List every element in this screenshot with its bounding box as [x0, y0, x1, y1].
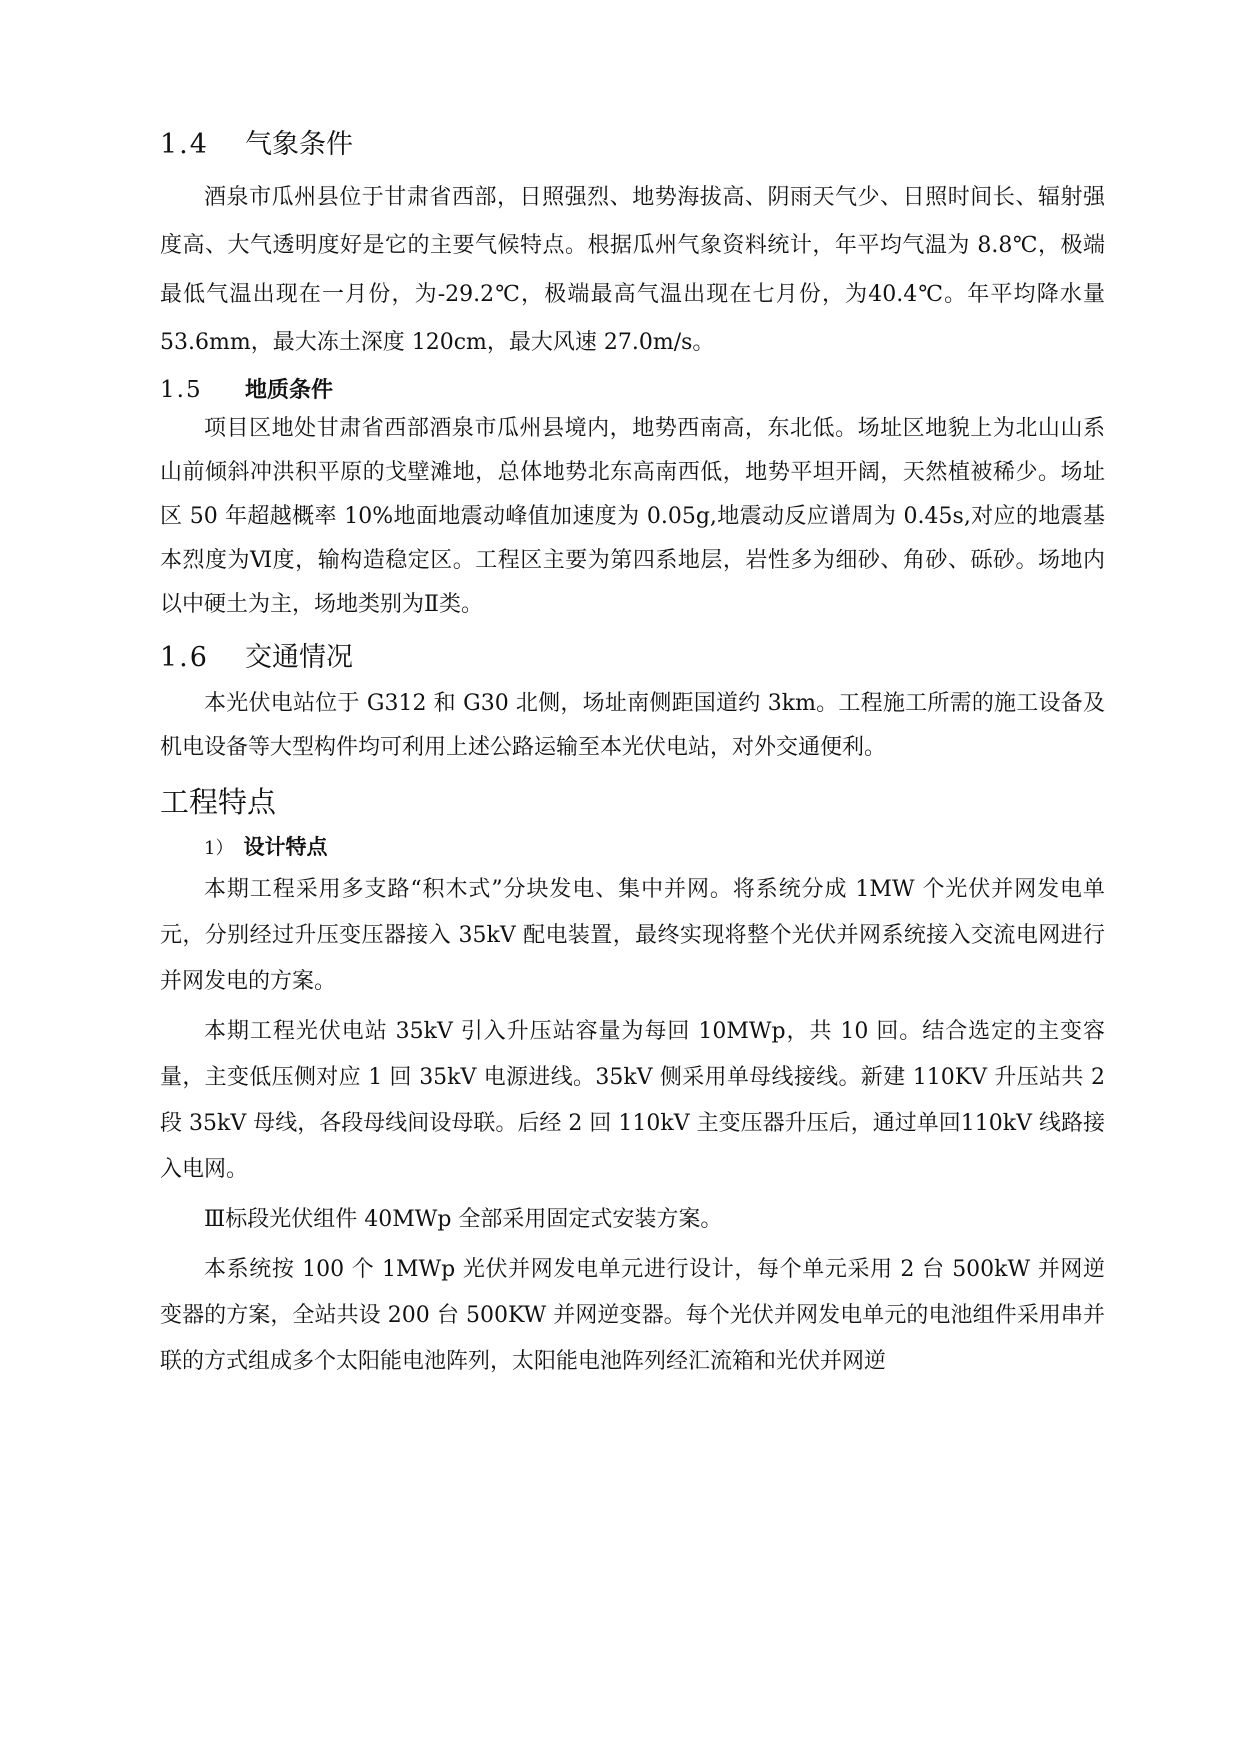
- paragraph-geology: 项目区地处甘肃省西部酒泉市瓜州县境内，地势西南高，东北低。场址区地貌上为北山山系山前倾斜冲洪积平原的戈壁滩地，总体地势北东高南西低，地势平坦开阔，天然植被稀少。场址区 50 年超越概率 10%地面地震动峰值加速度为 0.05g,地震动反应谱周为 0.45s,对应的地震基本烈度为Ⅵ度，输构造稳定区。工程区主要为第四系地层，岩性多为细砂、角砂、砾砂。场地内以中硬土为主，场地类别为Ⅱ类。: [160, 415, 1105, 617]
- subheading-number: 1）: [204, 838, 234, 860]
- paragraph-climate: 酒泉市瓜州县位于甘肃省西部，日照强烈、地势海拔高、阴雨天气少、日照时间长、辐射强度高、大气透明度好是它的主要气候特点。根据瓜州气象资料统计，年平均气温为 8.8℃，极端最低气温出现在一月份，为-29.2℃，极端最高气温出现在七月份，为40.4℃。年平均降水量 53.6mm，最大冻土深度 120cm，最大风速 27.0m/s。: [160, 184, 1105, 356]
- section-title: 交通情况: [245, 641, 353, 673]
- section-heading-1-4: [160, 128, 1105, 162]
- paragraph-design-1: 本期工程采用多支路“积木式”分块发电、集中并网。将系统分成 1MW 个光伏并网发电单元，分别经过升压变压器接入 35kV 配电装置，最终实现将整个光伏并网系统接入交流电网进行并网发电的方案。: [160, 877, 1105, 995]
- section-heading-1-5: [160, 376, 1105, 405]
- section-number: 1.6: [160, 641, 209, 673]
- engineering-heading: 工程特点: [160, 785, 277, 820]
- document-page: [160, 128, 1105, 1385]
- paragraph-traffic: 本光伏电站位于 G312 和 G30 北侧，场址南侧距国道约 3km。工程施工所需的施工设备及机电设备等大型构件均可利用上述公路运输至本光伏电站，对外交通便利。: [160, 691, 1105, 761]
- section-number: 1.5: [160, 376, 203, 403]
- paragraph-design-4: 本系统按 100 个 1MWp 光伏并网发电单元进行设计，每个单元采用 2 台 500kW 并网逆变器的方案，全站共设 200 台 500KW 并网逆变器。每个光伏并网发电单元的电池组件采用串并联的方式组成多个太阳能电池阵列，太阳能电池阵列经汇流箱和光伏并网逆: [160, 1257, 1105, 1375]
- design-subheading: [160, 831, 1105, 861]
- section-heading-1-6: [160, 641, 1105, 675]
- section-number: 1.4: [160, 129, 209, 160]
- section-title: 地质条件: [245, 377, 334, 403]
- paragraph-design-3: Ⅲ标段光伏组件 40MWp 全部采用固定式安装方案。: [204, 1207, 723, 1233]
- paragraph-design-2: 本期工程光伏电站 35kV 引入升压站容量为每回 10MWp，共 10 回。结合选定的主变容量，主变低压侧对应 1 回 35kV 电源进线。35kV 侧采用单母线接线。新建 110KV 升压站共 2 段 35kV 母线，各段母线间设母联。后经 2 回 110kV 主变压器升压后，通过单回110kV 线路接入电网。: [160, 1019, 1105, 1183]
- subheading-title: 设计特点: [243, 835, 328, 860]
- section-title: 气象条件: [245, 129, 353, 160]
